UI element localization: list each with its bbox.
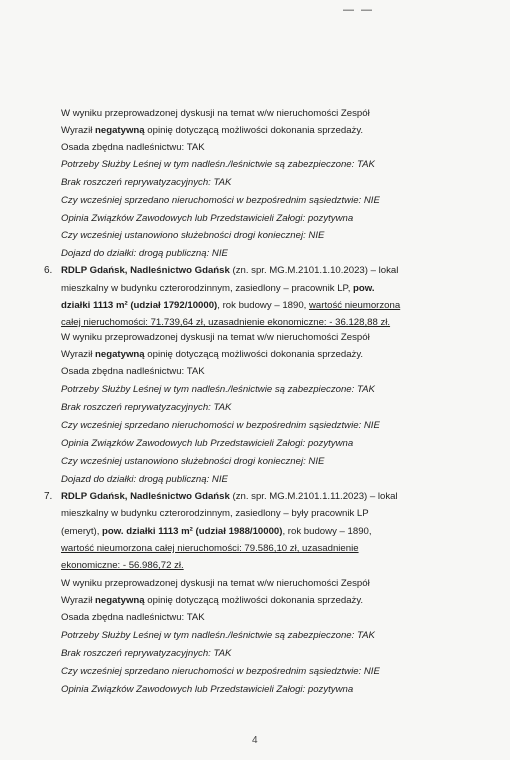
page-number: 4: [252, 735, 258, 746]
item7-line3: [61, 526, 372, 538]
item7-line3-bold: pow. działki 1113 m² (udział 1988/10000): [102, 526, 283, 537]
item6-intro-a: W wyniku przeprowadzonej dyskusji na temat w/w nieruchomości Zespół: [61, 332, 370, 343]
item6-intro-b-bold: negatywną: [95, 349, 145, 360]
block1-intro-a: W wyniku przeprowadzonej dyskusji na temat w/w nieruchomości Zespół: [61, 108, 370, 119]
block1-opinia: Opinia Związków Zawodowych lub Przedstawicieli Załogi: pozytywna: [61, 213, 354, 224]
item7-line3-post: , rok budowy – 1890,: [282, 526, 372, 537]
item7-line5: ekonomiczne: - 56.986,72 zł.: [61, 560, 184, 571]
item7-intro-b-post: opinię dotyczącą możliwości dokonania sprzedaży.: [144, 595, 364, 606]
top-mark: — —: [343, 4, 375, 16]
item6-line2-pre: mieszkalny w budynku czterorodzinnym, zasiedlony – pracownik LP,: [61, 283, 354, 294]
block1-brak: Brak roszczeń reprywatyzacyjnych: TAK: [61, 177, 232, 188]
block1-osada: Osada zbędna nadleśnictwu: TAK: [61, 142, 205, 153]
block1-potrzeby: Potrzeby Służby Leśnej w tym nadleśn./leśnictwie są zabezpieczone: TAK: [61, 159, 375, 170]
item7-intro-b-bold: negatywną: [95, 595, 145, 606]
item7-line1: [61, 491, 398, 503]
item7-number: 7.: [44, 491, 53, 502]
item6-osada: Osada zbędna nadleśnictwu: TAK: [61, 366, 205, 377]
item7-czy-sprzedano: Czy wcześniej sprzedano nieruchomości w bezpośrednim sąsiedztwie: NIE: [61, 666, 380, 677]
block1-czy-sprzedano: Czy wcześniej sprzedano nieruchomości w bezpośrednim sąsiedztwie: NIE: [61, 195, 380, 206]
item6-dojazd: Dojazd do działki: drogą publiczną: NIE: [61, 474, 228, 485]
item6-brak: Brak roszczeń reprywatyzacyjnych: TAK: [61, 402, 232, 413]
block1-intro-b: [61, 125, 363, 137]
item6-line3-bold: działki 1113 m² (udział 1792/10000): [61, 300, 218, 311]
item6-opinia: Opinia Związków Zawodowych lub Przedstawicieli Załogi: pozytywna: [61, 438, 354, 449]
item6-intro-b-post: opinię dotyczącą możliwości dokonania sprzedaży.: [144, 349, 364, 360]
block1-intro-b-pre: Wyraził: [61, 125, 96, 136]
item7-intro-a: W wyniku przeprowadzonej dyskusji na temat w/w nieruchomości Zespół: [61, 578, 370, 589]
item6-line2: [61, 283, 375, 295]
item6-line3-mid: , rok budowy – 1890,: [217, 300, 309, 311]
item6-potrzeby: Potrzeby Służby Leśnej w tym nadleśn./leśnictwie są zabezpieczone: TAK: [61, 384, 375, 395]
block1-intro-b-bold: negatywną: [95, 125, 145, 136]
item6-line3: [61, 300, 400, 312]
item6-line4: całej nieruchomości: 71.739,64 zł, uzasadnienie ekonomiczne: - 36.128,88 zł.: [61, 317, 391, 328]
item7-line3-pre: (emeryt),: [61, 526, 103, 537]
item7-line1-rest: (zn. spr. MG.M.2101.1.11.2023) – lokal: [229, 491, 398, 502]
item6-line2-bold: pow.: [353, 283, 375, 294]
item7-potrzeby: Potrzeby Służby Leśnej w tym nadleśn./leśnictwie są zabezpieczone: TAK: [61, 630, 375, 641]
item7-line1-bold: RDLP Gdańsk, Nadleśnictwo Gdańsk: [61, 491, 230, 502]
item6-intro-b: [61, 349, 363, 361]
item7-line4: wartość nieumorzona całej nieruchomości: 79.586,10 zł, uzasadnienie: [61, 543, 359, 554]
block1-dojazd: Dojazd do działki: drogą publiczną: NIE: [61, 248, 228, 259]
item6-sluzebnosci: Czy wcześniej ustanowiono służebności drogi koniecznej: NIE: [61, 456, 325, 467]
item6-line3-underlined: wartość nieumorzona: [309, 300, 401, 311]
item6-line1-bold: RDLP Gdańsk, Nadleśnictwo Gdańsk: [61, 265, 230, 276]
block1-sluzebnosci: Czy wcześniej ustanowiono służebności drogi koniecznej: NIE: [61, 230, 325, 241]
item6-line1-rest: (zn. spr. MG.M.2101.1.10.2023) – lokal: [229, 265, 399, 276]
item7-opinia: Opinia Związków Zawodowych lub Przedstawicieli Załogi: pozytywna: [61, 684, 354, 695]
item6-number: 6.: [44, 265, 53, 276]
item6-line1: [61, 265, 398, 277]
item7-brak: Brak roszczeń reprywatyzacyjnych: TAK: [61, 648, 232, 659]
item7-intro-b-pre: Wyraził: [61, 595, 96, 606]
item7-osada: Osada zbędna nadleśnictwu: TAK: [61, 612, 205, 623]
block1-intro-b-post: opinię dotyczącą możliwości dokonania sprzedaży.: [144, 125, 364, 136]
item6-czy-sprzedano: Czy wcześniej sprzedano nieruchomości w bezpośrednim sąsiedztwie: NIE: [61, 420, 380, 431]
item6-intro-b-pre: Wyraził: [61, 349, 96, 360]
item7-line2: mieszkalny w budynku czterorodzinnym, zasiedlony – były pracownik LP: [61, 508, 369, 519]
item7-intro-b: [61, 595, 363, 607]
